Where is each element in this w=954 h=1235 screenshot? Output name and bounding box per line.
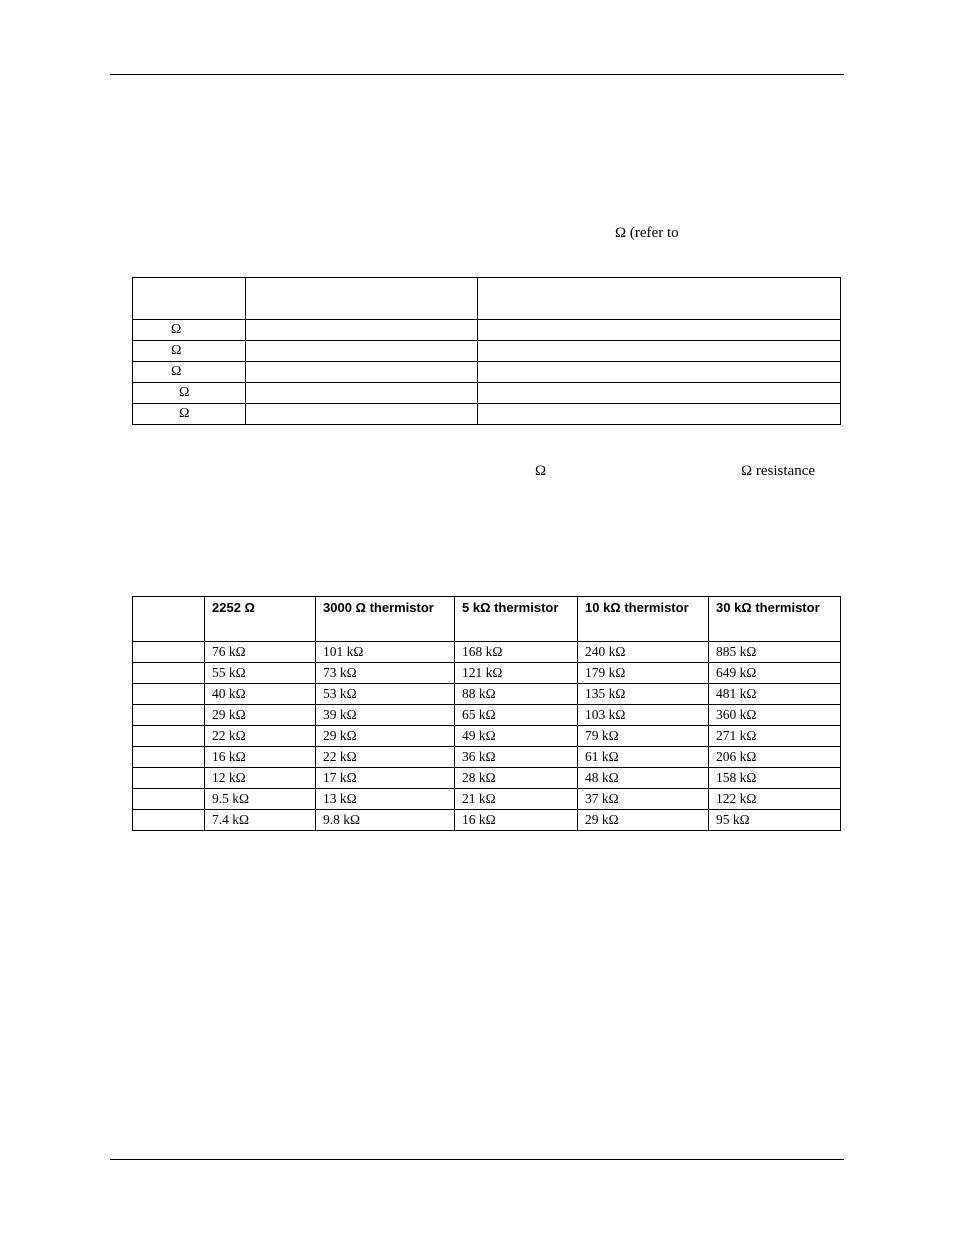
table-cell: 76 kΩ — [205, 642, 316, 663]
table-cell: 39 kΩ — [316, 705, 455, 726]
table-cell: 88 kΩ — [455, 684, 578, 705]
table-cell: 22 kΩ — [316, 747, 455, 768]
table-row — [133, 341, 841, 362]
table-2-header-row — [133, 597, 841, 642]
table-cell: 53 kΩ — [316, 684, 455, 705]
table-1-header-cell — [133, 278, 246, 320]
table-cell: 22 kΩ — [205, 726, 316, 747]
table-cell: 36 kΩ — [455, 747, 578, 768]
table-cell — [133, 642, 205, 663]
table-cell — [133, 747, 205, 768]
table-cell: 206 kΩ — [709, 747, 841, 768]
table-2-thermistor-resistance — [132, 596, 841, 831]
table-row — [133, 747, 841, 768]
table-cell: 48 kΩ — [578, 768, 709, 789]
table-cell: 28 kΩ — [455, 768, 578, 789]
table-1-cell — [246, 383, 478, 404]
table-cell: 37 kΩ — [578, 789, 709, 810]
table-cell: 122 kΩ — [709, 789, 841, 810]
header-rule — [110, 74, 844, 75]
column-header: 3000 Ω thermistor — [316, 597, 455, 642]
table-cell: 17 kΩ — [316, 768, 455, 789]
table-1-cell — [478, 320, 841, 341]
table-cell: 121 kΩ — [455, 663, 578, 684]
table-cell: 7.4 kΩ — [205, 810, 316, 831]
table-row — [133, 320, 841, 341]
table-row — [133, 404, 841, 425]
table-1-cell: Ω — [133, 362, 246, 383]
table-row — [133, 383, 841, 404]
table-cell — [133, 789, 205, 810]
footer-rule — [110, 1159, 844, 1160]
table-1-cell — [478, 341, 841, 362]
table-row — [133, 362, 841, 383]
table-1-cell — [246, 362, 478, 383]
table-cell: 29 kΩ — [578, 810, 709, 831]
table-1 — [132, 277, 841, 425]
table-cell — [133, 705, 205, 726]
table-1-cell — [478, 404, 841, 425]
table-cell — [133, 726, 205, 747]
table-cell: 158 kΩ — [709, 768, 841, 789]
paragraph-fragment-refer: Ω (refer to — [615, 225, 679, 241]
table-1-cell — [478, 383, 841, 404]
table-cell: 16 kΩ — [455, 810, 578, 831]
table-cell: 360 kΩ — [709, 705, 841, 726]
table-row — [133, 768, 841, 789]
table-cell: 168 kΩ — [455, 642, 578, 663]
table-cell: 649 kΩ — [709, 663, 841, 684]
table-1-header-cell — [478, 278, 841, 320]
table-cell: 65 kΩ — [455, 705, 578, 726]
table-cell: 101 kΩ — [316, 642, 455, 663]
table-cell: 73 kΩ — [316, 663, 455, 684]
column-header — [133, 597, 205, 642]
table-cell: 135 kΩ — [578, 684, 709, 705]
table-cell: 13 kΩ — [316, 789, 455, 810]
paragraph-fragment-resistance: Ω resistance — [741, 463, 816, 479]
table-cell: 271 kΩ — [709, 726, 841, 747]
table-1-header-row — [133, 278, 841, 320]
table-cell: 29 kΩ — [316, 726, 455, 747]
table-cell: 55 kΩ — [205, 663, 316, 684]
table-row — [133, 705, 841, 726]
table-1-cell — [246, 404, 478, 425]
table-cell: 103 kΩ — [578, 705, 709, 726]
column-header: 5 kΩ thermistor — [455, 597, 578, 642]
table-1-cell — [478, 362, 841, 383]
table-cell — [133, 810, 205, 831]
table-cell: 885 kΩ — [709, 642, 841, 663]
table-1-cell — [246, 341, 478, 362]
column-header: 10 kΩ thermistor — [578, 597, 709, 642]
table-cell: 95 kΩ — [709, 810, 841, 831]
table-cell: 61 kΩ — [578, 747, 709, 768]
table-1-cell — [246, 320, 478, 341]
table-cell — [133, 684, 205, 705]
table-cell: 179 kΩ — [578, 663, 709, 684]
table-cell: 49 kΩ — [455, 726, 578, 747]
table-cell: 12 kΩ — [205, 768, 316, 789]
table-cell: 40 kΩ — [205, 684, 316, 705]
table-1-cell: Ω — [133, 320, 246, 341]
table-row — [133, 642, 841, 663]
table-1-header-cell — [246, 278, 478, 320]
table-cell: 481 kΩ — [709, 684, 841, 705]
table-cell: 240 kΩ — [578, 642, 709, 663]
column-header: 30 kΩ thermistor — [709, 597, 841, 642]
table-cell — [133, 768, 205, 789]
table-cell — [133, 663, 205, 684]
table-row — [133, 726, 841, 747]
paragraph-fragment-omega: Ω — [535, 463, 547, 479]
table-row — [133, 810, 841, 831]
table-row — [133, 663, 841, 684]
table-cell: 79 kΩ — [578, 726, 709, 747]
table-1-cell: Ω — [133, 404, 246, 425]
table-row — [133, 684, 841, 705]
table-cell: 16 kΩ — [205, 747, 316, 768]
table-row — [133, 789, 841, 810]
table-1-cell: Ω — [133, 341, 246, 362]
table-cell: 9.8 kΩ — [316, 810, 455, 831]
table-1-cell: Ω — [133, 383, 246, 404]
table-cell: 29 kΩ — [205, 705, 316, 726]
column-header: 2252 Ω — [205, 597, 316, 642]
table-cell: 21 kΩ — [455, 789, 578, 810]
table-cell: 9.5 kΩ — [205, 789, 316, 810]
